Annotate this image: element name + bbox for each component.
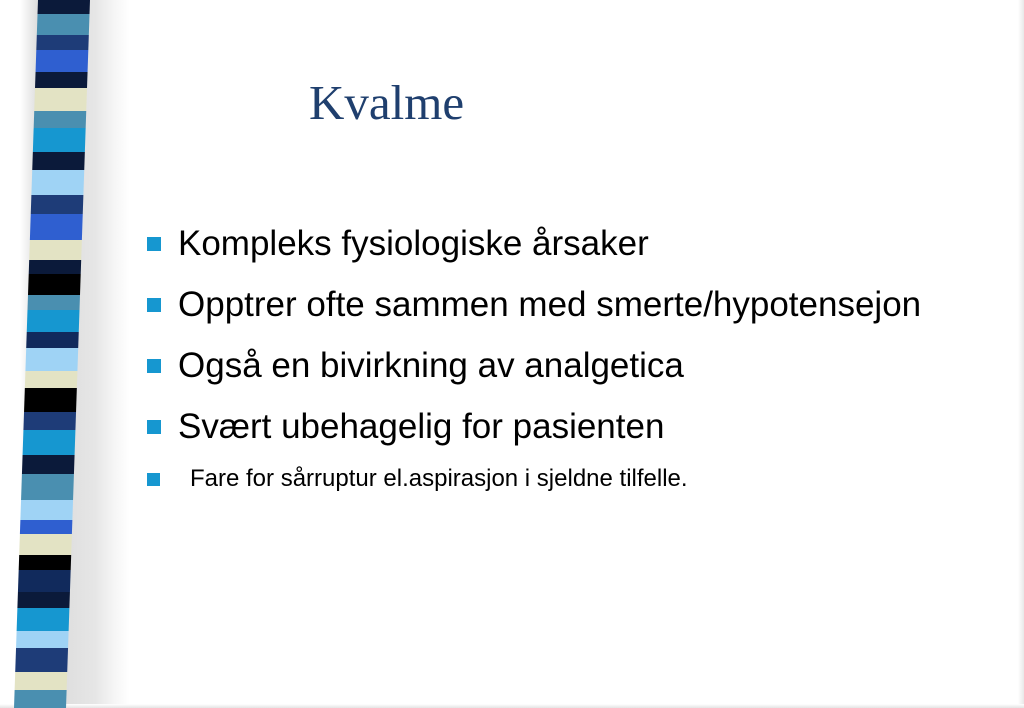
stripe-segment [33,128,86,152]
stripe-segment [21,474,74,500]
bullet-text: Også en bivirkning av analgetica [178,346,684,385]
bullet-item [140,340,980,391]
bullet-text: Kompleks fysiologiske årsaker [178,224,649,263]
stripe-segment [30,214,83,240]
stripe-segment [22,455,75,474]
stripe-segment [31,195,84,214]
bullet-list [140,218,980,496]
square-bullet-icon [147,473,160,486]
stripe-segment [19,555,72,570]
stripe-segment [34,111,87,128]
bottom-edge-decoration [0,704,1024,708]
stripe-segment [15,672,68,690]
slide-title: Kvalme [309,75,465,130]
bullet-text: Fare for sårruptur el.aspirasjon i sjeldne tilfelle. [190,465,688,492]
stripe-segment [15,648,68,672]
stripe-segment [25,371,78,388]
stripe-segment [38,0,90,14]
stripe-segment [23,412,76,430]
bullet-item [140,401,980,452]
bullet-item [140,279,980,330]
stripe-segment [17,592,70,608]
stripe-segment [19,534,72,555]
stripe-segment [27,310,80,332]
stripe-segment [29,240,82,260]
bullet-item [140,462,980,496]
stripe-segment [20,520,72,534]
stripe-segment [29,260,81,274]
stripe-segment [20,500,73,520]
bullet-text: Svært ubehagelig for pasienten [178,407,665,446]
stripe-segment [32,152,85,170]
square-bullet-icon [147,237,161,251]
bullet-item [140,218,980,269]
stripe-segment [14,690,67,708]
right-edge-decoration [1018,0,1024,708]
stripe-segment [31,170,84,195]
stripe-segment [23,430,76,455]
stripe-segment [34,88,87,111]
stripe-segment [17,608,70,631]
stripe-segment [36,35,89,50]
stripe-segment [27,295,80,310]
stripe-segment [26,332,79,348]
stripe-segment [37,14,90,35]
stripe-segment [16,631,69,648]
stripe-segment [36,50,89,72]
stripe-segment [25,348,78,371]
square-bullet-icon [147,298,161,312]
square-bullet-icon [147,359,161,373]
stripe-segment [35,72,88,88]
stripe-segment [18,570,71,592]
stripe-segment [24,388,77,412]
stripe-segment [28,274,81,295]
bullet-text: Opptrer ofte sammen med smerte/hypotensejon [178,285,922,324]
square-bullet-icon [147,420,161,434]
